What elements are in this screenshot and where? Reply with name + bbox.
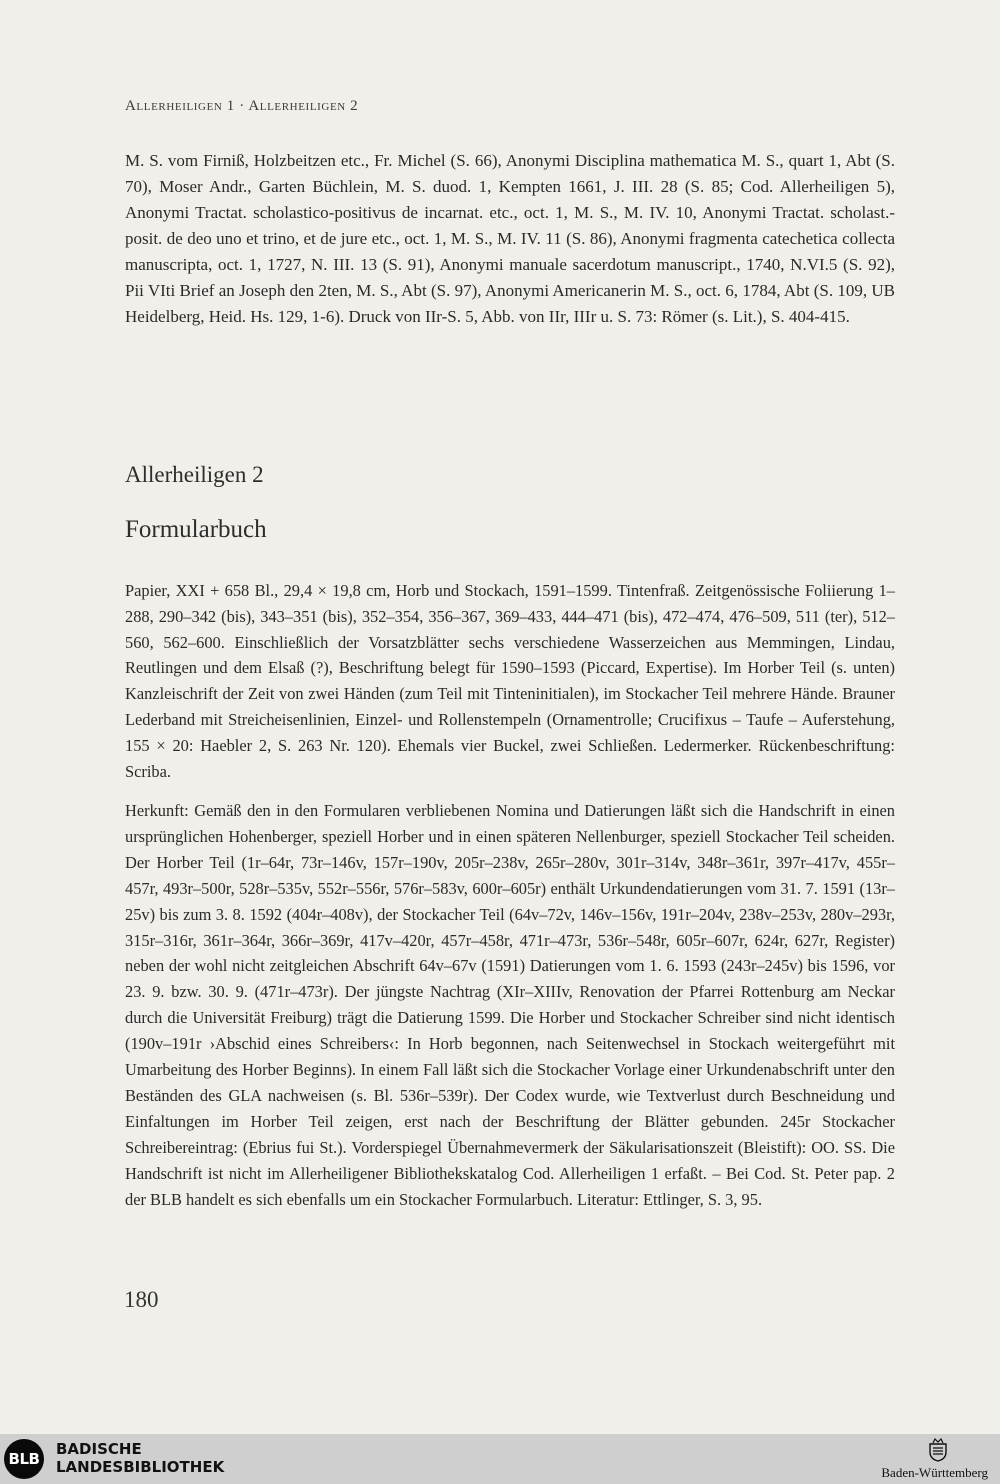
provenance-paragraph: Herkunft: Gemäß den in den Formularen verbliebenen Nomina und Datierungen läßt sich die Handschrift in einen ursprünglichen Hohenberger, speziell Horber und in einen späteren Nellenburger, speziell Stockacher Teil scheiden. Der Horber Teil (1r–64r, 73r–146v, 157r–190v, 205r–238v, 265r–280v, 301r–314v, 348r–361r, 397r–417v, 455r–457r, 493r–500r, 528r–535v, 552r–556r, 576r–583v, 600r–605r) enthält Urkundendatierungen vom 31. 7. 1591 (13r–25v) bis zum 3. 8. 1592 (404r–408v), der Stockacher Teil (64v–72v, 146v–156v, 191r–204v, 238v–253v, 280v–293r, 315r–316r, 361r–364r, 366r–369r, 417v–420r, 457r–458r, 471r–473r, 536r–548r, 605r–607r, 624r, 627r, Register) neben der wohl nicht zeitgleichen Abschrift 64v–67v (1591) Datierungen vom 1. 6. 1593 (243r–245v) bis 1596, vor 23. 9. bzw. 30. 9. (471r–473r). Der jüngste Nachtrag (XIr–XIIIv, Renovation der Pfarrei Rottenburg am Neckar durch die Universität Freiburg) trägt die Datierung 1599. Die Horber und Stockacher Schreiber sind nicht identisch (190v–191r ›Abschid eines Schreibers‹: In Horb begonnen, nach Seitenwechsel in Stockach weitergeführt mit Umarbeitung des Horber Beginns). In einem Fall läßt sich die Stockacher Vorlage einer Urkundenabschrift unter den Beständen des GLA nachweisen (s. Bl. 536r–539r). Der Codex wurde, wie Textverlust durch Beschneidung und Einfaltungen im Horber Teil zeigen, erst nach der Beschriftung der Blätter gebunden. 245r Stockacher Schreibereintrag: (Ebrius fui St.). Vorderspiegel Übernahmevermerk der Säkularisationszeit (Bleistift): OO. SS. Die Handschrift ist nicht im Allerheiligener Bibliothekskatalog Cod. Allerheiligen 1 erfaßt. – Bei Cod. St. Peter pap. 2 der BLB handelt es sich ebenfalls um ein Stockacher Formularbuch. Literatur: Ettlinger, S. 3, 95.	[125, 801, 895, 1209]
coat-of-arms-icon	[928, 1438, 948, 1462]
blb-logo[interactable]: BLB	[4, 1439, 44, 1479]
running-head: Allerheiligen 1 · Allerheiligen 2	[125, 98, 359, 114]
footer-bar	[0, 1434, 1000, 1484]
library-name-line-2: LANDESBIBLIOTHEK	[56, 1458, 225, 1476]
library-name[interactable]	[56, 1440, 224, 1476]
library-name-line-1: BADISCHE	[56, 1440, 142, 1458]
intro-paragraph: M. S. vom Firniß, Holzbeitzen etc., Fr. Michel (S. 66), Anonymi Disciplina mathematica M. S., quart 1, Abt (S. 70), Moser Andr., Garten Büchlein, M. S. duod. 1, Kempten 1661, J. III. 28 (S. 85; Cod. Allerheiligen 5), Anonymi Tractat. scholastico-positivus de incarnat. etc., oct. 1, M. S., M. IV. 10, Anonymi Tractat. scholast.-posit. de deo uno et trino, et de jure etc., oct. 1, M. S., M. IV. 11 (S. 86), Anonymi fragmenta catechetica collecta manuscripta, oct. 1, 1727, N. III. 13 (S. 91), Anonymi manuale sacerdotum manuscript., 1740, N.VI.5 (S. 92), Pii VIti Brief an Joseph den 2ten, M. S., Abt (S. 97), Anonymi Americanerin M. S., oct. 6, 1784, Abt (S. 109, UB Heidelberg, Heid. Hs. 129, 1-6). Druck von IIr-S. 5, Abb. von IIr, IIIr u. S. 73: Römer (s. Lit.), S. 404-415.	[125, 151, 895, 326]
description-paragraph: Papier, XXI + 658 Bl., 29,4 × 19,8 cm, Horb und Stockach, 1591–1599. Tintenfraß. Zeitgenössische Foliierung 1–288, 290–342 (bis), 343–351 (bis), 352–354, 356–367, 369–433, 444–471 (bis), 472–474, 476–509, 511 (ter), 512–560, 562–600. Einschließlich der Vorsatzblätter sechs verschiedene Wasserzeichen aus Memmingen, Lindau, Reutlingen und dem Elsaß (?), Beschriftung belegt für 1590–1593 (Piccard, Expertise). Im Horber Teil (s. unten) Kanzleischrift der Zeit von zwei Händen (zum Teil mit Tinteninitialen), im Stockacher Teil mehrere Hände. Brauner Lederband mit Streicheisenlinien, Einzel- und Rollenstempeln (Ornamentrolle; Crucifixus – Taufe – Auferstehung, 155 × 20: Haebler 2, S. 263 Nr. 120). Ehemals vier Buckel, zwei Schließen. Ledermerker. Rückenbeschriftung: Scriba.	[125, 581, 895, 781]
section-heading: Allerheiligen 2	[125, 462, 264, 487]
section-subheading: Formularbuch	[125, 516, 267, 543]
page-number: 180	[124, 1287, 159, 1312]
state-name: Baden-Württemberg	[881, 1465, 988, 1480]
